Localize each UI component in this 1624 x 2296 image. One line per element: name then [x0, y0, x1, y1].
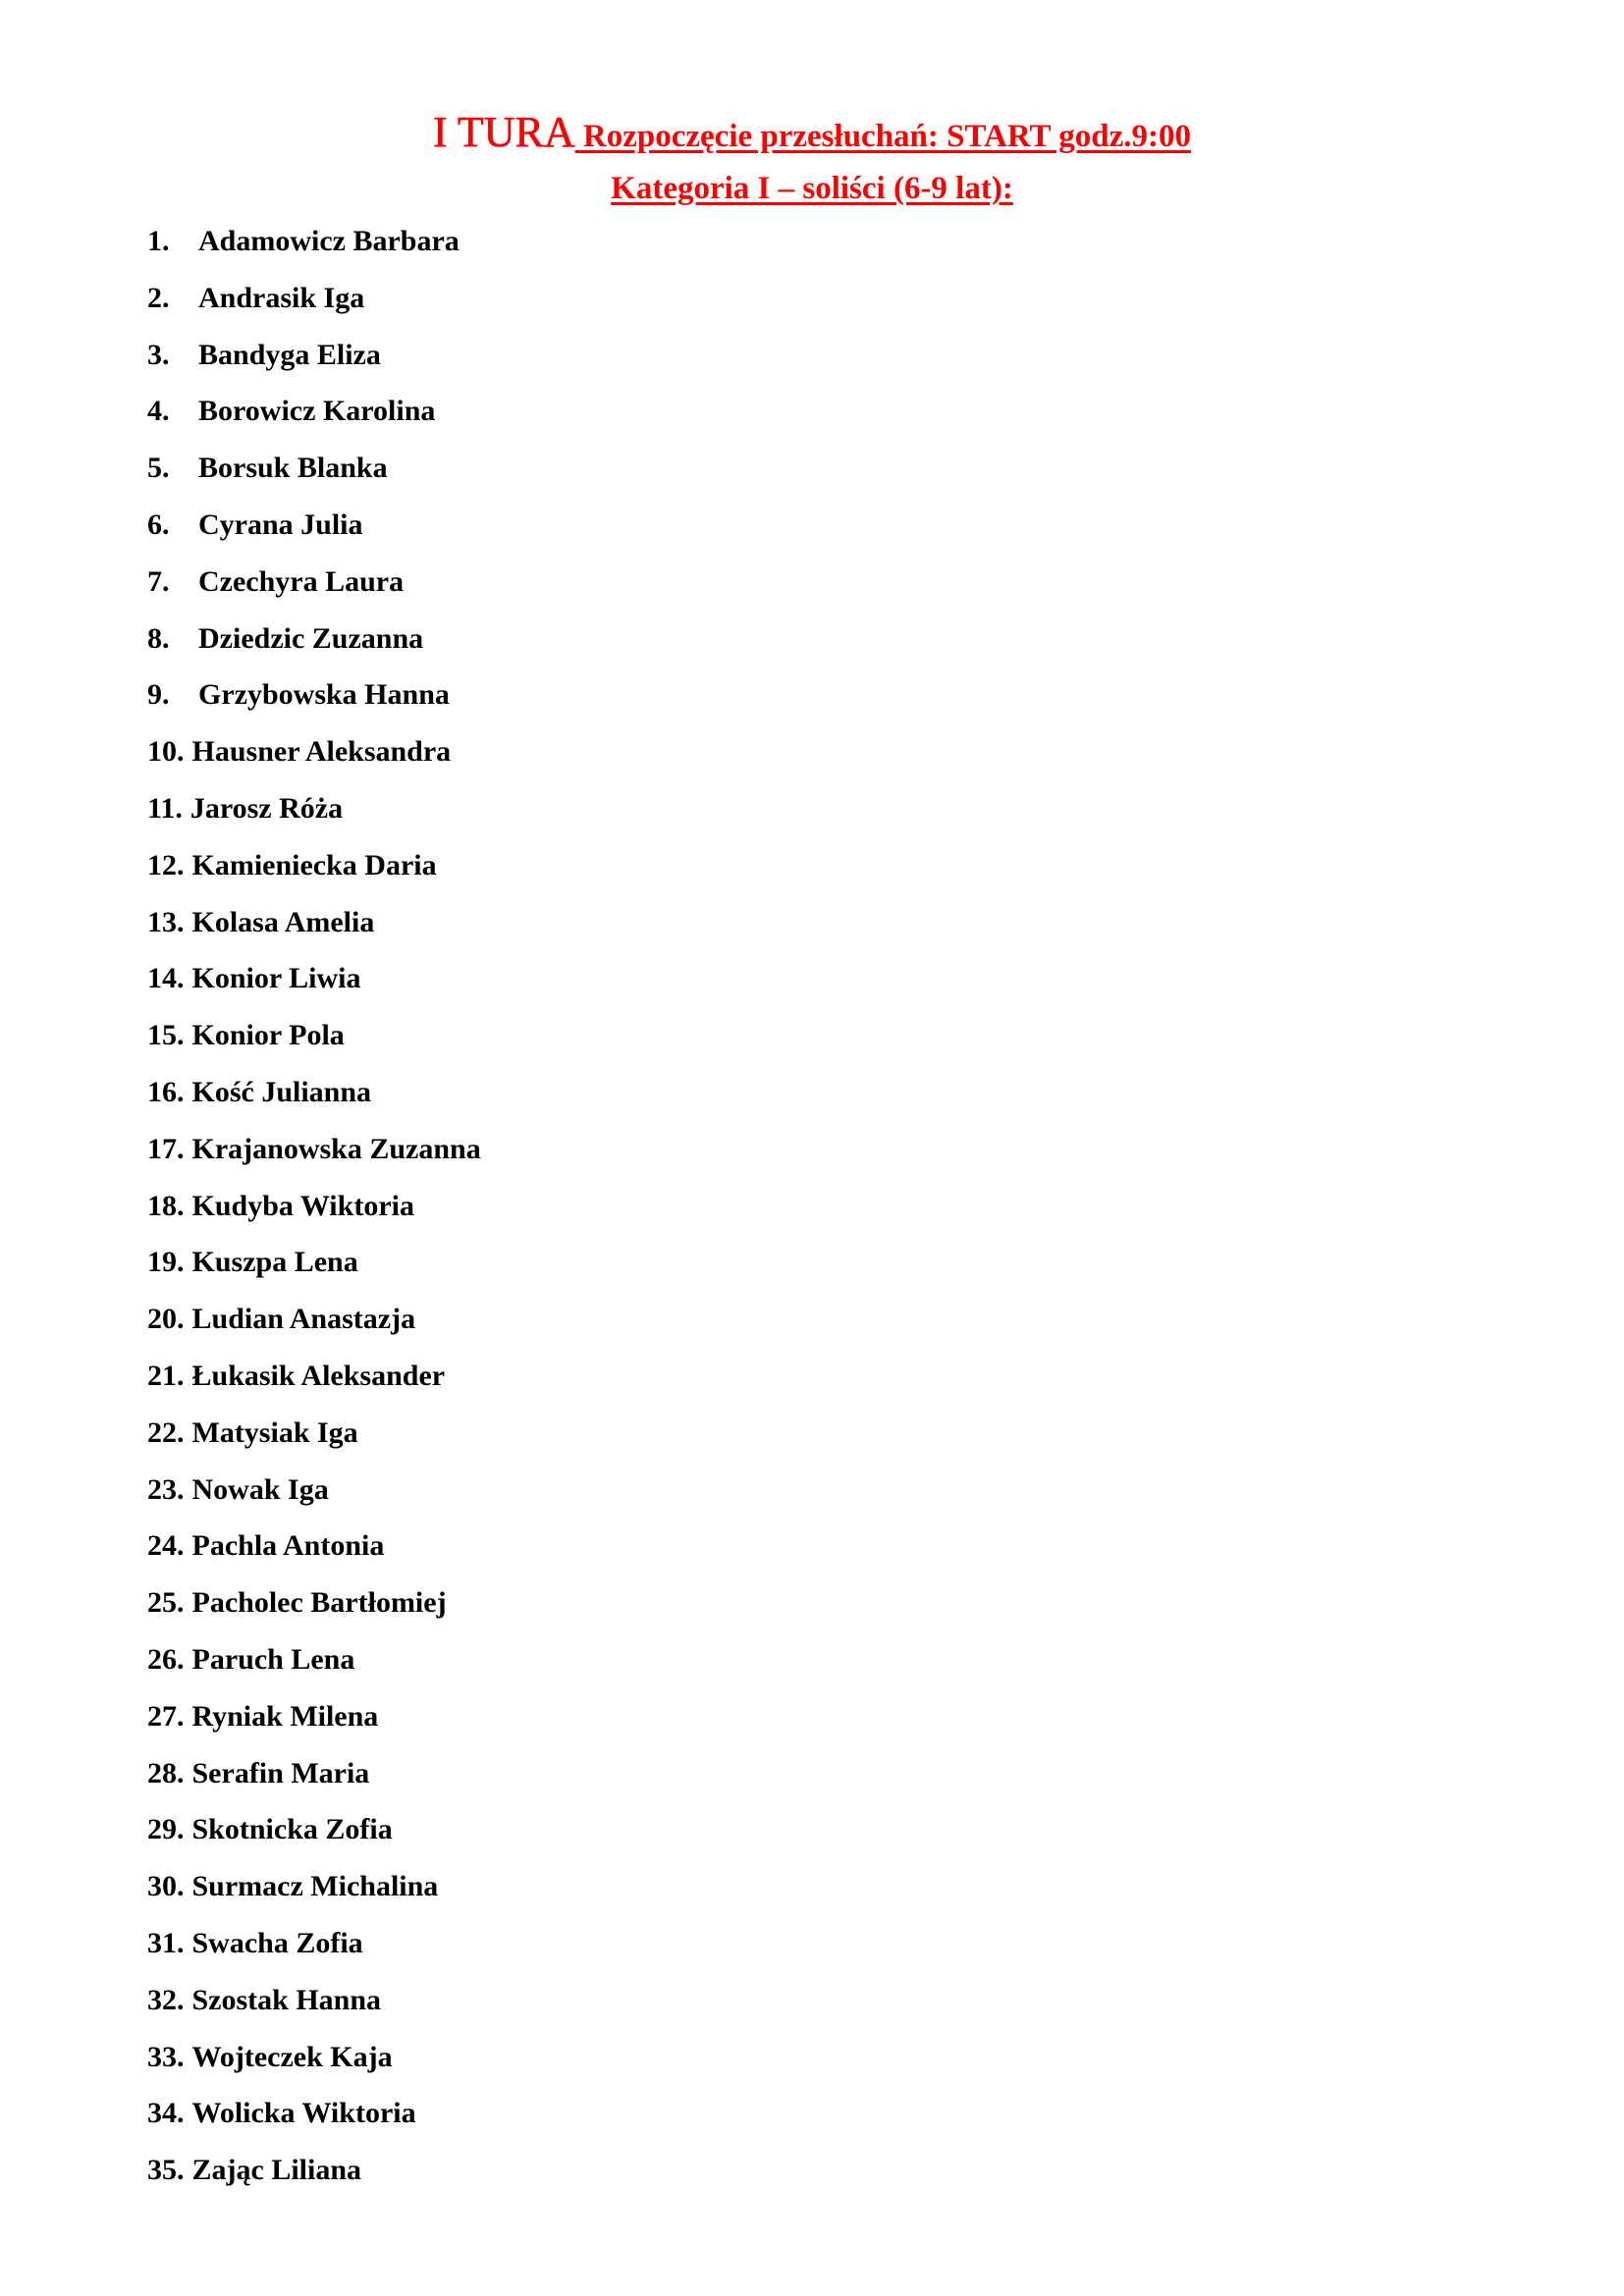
- participant-name: Hausner Aleksandra: [191, 735, 452, 769]
- list-item: [147, 392, 481, 449]
- list-item: [147, 732, 481, 789]
- participant-name: Bandyga Eliza: [198, 338, 381, 371]
- item-number: 1.: [147, 225, 170, 257]
- item-number: 16.: [147, 1075, 185, 1108]
- participant-name: Kość Julianna: [191, 1075, 372, 1108]
- item-number: 18.: [147, 1189, 185, 1222]
- list-item: [147, 449, 481, 506]
- list-item: [147, 1073, 481, 1130]
- item-number: 3.: [147, 338, 170, 371]
- item-number: 20.: [147, 1303, 185, 1336]
- list-item: [147, 1357, 481, 1414]
- item-number: 6.: [147, 507, 170, 541]
- list-item: [147, 1867, 481, 1924]
- item-number: 4.: [147, 395, 170, 428]
- participant-name: Ryniak Milena: [191, 1699, 379, 1733]
- list-item: [147, 1414, 481, 1470]
- list-item: [147, 675, 481, 732]
- item-number: 14.: [147, 962, 185, 995]
- category-title: Kategoria I – soliści (6-9 lat):: [611, 171, 1013, 206]
- list-item: [147, 1583, 481, 1640]
- document-header: [0, 106, 1624, 208]
- participant-name: Jarosz Róża: [189, 791, 344, 825]
- start-time-text: Rozpoczęcie przesłuchań: START godz.9:00: [574, 119, 1191, 154]
- header-line-1: [0, 106, 1624, 169]
- participant-name: Pachla Antonia: [191, 1529, 385, 1563]
- item-number: 17.: [147, 1132, 185, 1165]
- item-number: 23.: [147, 1472, 185, 1506]
- list-item: [147, 2151, 481, 2208]
- list-item: [147, 959, 481, 1016]
- participant-name: Nowak Iga: [191, 1472, 329, 1506]
- list-item: [147, 2094, 481, 2151]
- list-item: [147, 1640, 481, 1697]
- participant-name: Szostak Hanna: [191, 1983, 382, 2016]
- list-item: [147, 506, 481, 562]
- item-number: 21.: [147, 1359, 185, 1392]
- list-item: [147, 619, 481, 676]
- participant-name: Zając Liliana: [191, 2154, 362, 2187]
- participant-name: Krajanowska Zuzanna: [191, 1132, 481, 1165]
- item-number: 30.: [147, 1870, 185, 1903]
- item-number: 29.: [147, 1813, 185, 1846]
- list-item: [147, 1526, 481, 1583]
- list-item: [147, 1187, 481, 1244]
- item-number: 8.: [147, 621, 170, 655]
- item-number: 7.: [147, 564, 170, 598]
- list-item: [147, 222, 481, 279]
- list-item: [147, 336, 481, 393]
- participant-name: Borowicz Karolina: [198, 395, 436, 428]
- participant-name: Dziedzic Zuzanna: [198, 621, 424, 655]
- item-number: 32.: [147, 1983, 185, 2016]
- item-number: 11.: [147, 791, 183, 825]
- item-number: 31.: [147, 1926, 185, 1959]
- item-number: 19.: [147, 1246, 185, 1279]
- item-number: 22.: [147, 1415, 185, 1449]
- item-number: 13.: [147, 905, 185, 938]
- item-number: 15.: [147, 1019, 185, 1052]
- participant-name: Ludian Anastazja: [191, 1303, 416, 1336]
- participant-name: Borsuk Blanka: [198, 452, 388, 485]
- item-number: 34.: [147, 2097, 185, 2130]
- list-item: [147, 1697, 481, 1754]
- list-item: [147, 1470, 481, 1527]
- participant-name: Surmacz Michalina: [191, 1870, 439, 1903]
- item-number: 9.: [147, 678, 170, 712]
- participant-list: [147, 222, 481, 2208]
- list-item: [147, 279, 481, 336]
- participant-name: Konior Liwia: [191, 962, 361, 995]
- participant-name: Kuszpa Lena: [191, 1246, 358, 1279]
- list-item: [147, 562, 481, 619]
- item-number: 25.: [147, 1586, 185, 1620]
- list-item: [147, 1130, 481, 1187]
- item-number: 5.: [147, 452, 170, 485]
- round-title: I TURA: [433, 108, 575, 156]
- list-item: [147, 846, 481, 903]
- list-item: [147, 1300, 481, 1357]
- participant-name: Cyrana Julia: [198, 507, 363, 541]
- participant-name: Grzybowska Hanna: [198, 678, 450, 712]
- participant-name: Kamieniecka Daria: [191, 848, 437, 881]
- list-item: [147, 1243, 481, 1300]
- list-item: [147, 1924, 481, 1981]
- participant-name: Konior Pola: [191, 1019, 345, 1052]
- item-number: 12.: [147, 848, 185, 881]
- item-number: 35.: [147, 2154, 185, 2187]
- participant-name: Kolasa Amelia: [191, 905, 375, 938]
- item-number: 33.: [147, 2040, 185, 2073]
- participant-name: Serafin Maria: [191, 1756, 370, 1789]
- list-item: [147, 903, 481, 960]
- participant-name: Paruch Lena: [191, 1642, 355, 1676]
- list-item: [147, 1981, 481, 2038]
- item-number: 26.: [147, 1642, 185, 1676]
- item-number: 2.: [147, 281, 170, 314]
- item-number: 10.: [147, 735, 185, 769]
- item-number: 27.: [147, 1699, 185, 1733]
- list-item: [147, 789, 481, 846]
- participant-name: Czechyra Laura: [198, 564, 405, 598]
- participant-name: Swacha Zofia: [191, 1926, 363, 1959]
- item-number: 28.: [147, 1756, 185, 1789]
- participant-name: Wolicka Wiktoria: [191, 2097, 416, 2130]
- participant-name: Wojteczek Kaja: [191, 2040, 393, 2073]
- list-item: [147, 2038, 481, 2095]
- participant-name: Matysiak Iga: [191, 1415, 358, 1449]
- item-number: 24.: [147, 1529, 185, 1563]
- participant-name: Łukasik Aleksander: [191, 1359, 446, 1392]
- list-item: [147, 1810, 481, 1867]
- list-item: [147, 1016, 481, 1073]
- participant-name: Adamowicz Barbara: [198, 225, 460, 257]
- participant-name: Kudyba Wiktoria: [191, 1189, 414, 1222]
- participant-name: Pacholec Bartłomiej: [191, 1586, 447, 1620]
- list-item: [147, 1754, 481, 1811]
- participant-name: Andrasik Iga: [198, 281, 365, 314]
- participant-name: Skotnicka Zofia: [191, 1813, 393, 1846]
